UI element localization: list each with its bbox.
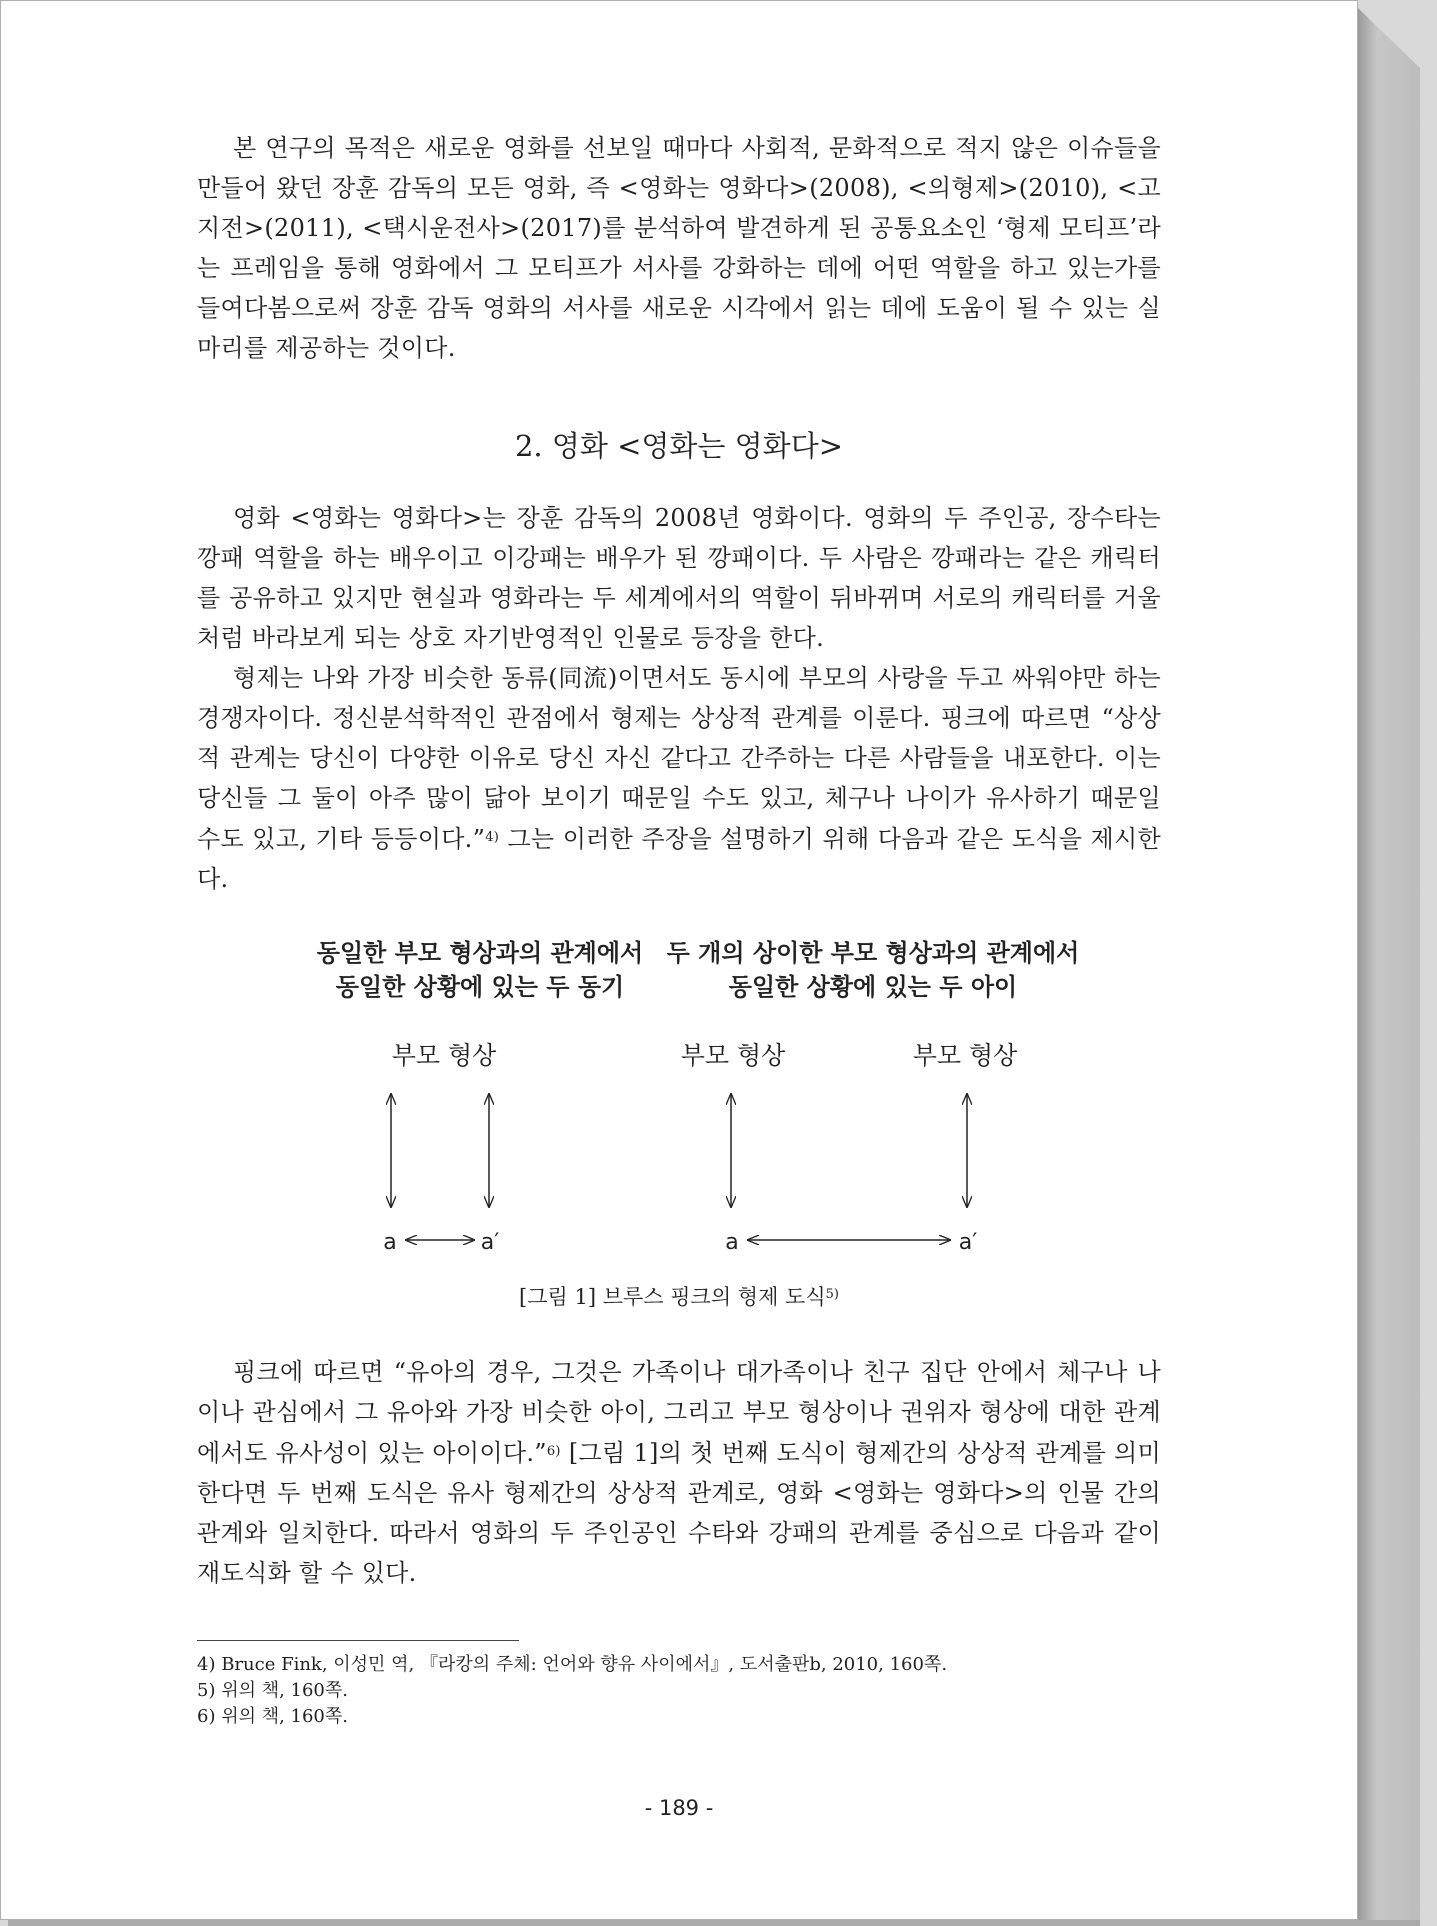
footnote-rule bbox=[197, 1640, 519, 1641]
page-stack-edge bbox=[1358, 8, 1420, 1920]
figure-right-title-line2: 동일한 상황에 있는 두 아이 bbox=[728, 972, 1018, 1001]
label-a-right: a bbox=[725, 1230, 739, 1255]
footnote-ref-6: 6) bbox=[546, 1444, 561, 1459]
brother-paragraph-tail: 그는 이러한 주장을 설명하기 위해 다음과 같은 도식을 제시한다. bbox=[197, 825, 1161, 893]
page-number: - 189 - bbox=[644, 1796, 714, 1820]
label-a-prime-right: a′ bbox=[958, 1230, 978, 1255]
figure-left-title-line2: 동일한 상황에 있는 두 동기 bbox=[335, 972, 625, 1001]
section-heading: 2. 영화 <영화는 영화다> bbox=[514, 429, 844, 463]
label-a-left: a bbox=[383, 1230, 397, 1255]
fink-paragraph-text: 핑크에 따르면 “유아의 경우, 그것은 가족이나 대가족이나 친구 집단 안에서 체구나 나이나 관심에서 그 유아와 가장 비슷한 아이, 그리고 부모 형상이나 권위자 형상에 대한 관계에서도 유사성이 있는 아이이다.” bbox=[197, 1358, 1161, 1467]
footnote-6: 6) 위의 책, 160쪽. bbox=[197, 1706, 348, 1727]
film-intro-paragraph: 영화 <영화는 영화다>는 장훈 감독의 2008년 영화이다. 영화의 두 주인공, 장수타는 깡패 역할을 하는 배우이고 이강패는 배우가 된 깡패이다. 두 사람은 깡패라는 같은 캐릭터를 공유하고 있지만 현실과 영화라는 두 세계에서의 역할이 뒤바뀌며 서로의 캐릭터를 거울처럼 바라보게 되는 상호 자기반영적인 인물로 등장을 한다. bbox=[197, 504, 1161, 652]
label-a-prime-left: a′ bbox=[480, 1230, 500, 1255]
footnote-ref-5: 5) bbox=[825, 1287, 839, 1302]
footnote-4: 4) Bruce Fink, 이성민 역, 『라캉의 주체: 언어와 향유 사이에서』, 도서출판b, 2010, 160쪽. bbox=[197, 1654, 948, 1675]
footnote-5: 5) 위의 책, 160쪽. bbox=[197, 1680, 348, 1701]
fink-paragraph-tail: [그림 1]의 첫 번째 도식이 형제간의 상상적 관계를 의미한다면 두 번째 도식은 유사 형제간의 상상적 관계로, 영화 <영화는 영화다>의 인물 간의 관계와 일치한다. 따라서 영화의 두 주인공인 수타와 강패의 관계를 중심으로 다음과 같이 재도식화 할 수 있다. bbox=[197, 1439, 1162, 1587]
parent-figure-label-right: 부모 형상 bbox=[912, 1041, 1018, 1070]
page-shadow bbox=[8, 1920, 1420, 1926]
intro-paragraph: 본 연구의 목적은 새로운 영화를 선보일 때마다 사회적, 문화적으로 적지 않은 이슈들을 만들어 왔던 장훈 감독의 모든 영화, 즉 <영화는 영화다>(2008), <의형제>(2010), <고지전>(2011), <택시운전사>(2017)를 분석하여 발견하게 된 공통요소인 ‘형제 모티프’라는 프레임을 통해 영화에서 그 모티프가 서사를 강화하는 데에 어떤 역할을 하고 있는가를 들여다봄으로써 장훈 감독 영화의 서사를 새로운 시각에서 읽는 데에 도움이 될 수 있는 실마리를 제공하는 것이다. bbox=[197, 134, 1161, 362]
parent-figure-label-left: 부모 형상 bbox=[391, 1041, 497, 1070]
footnote-ref-4: 4) bbox=[485, 830, 500, 845]
fink-paragraph bbox=[197, 1352, 1161, 1593]
figure-caption bbox=[197, 1280, 1161, 1312]
figure-right-title-line1: 두 개의 상이한 부모 형상과의 관계에서 bbox=[666, 938, 1080, 967]
figure-left-title-line1: 동일한 부모 형상과의 관계에서 bbox=[316, 938, 644, 967]
brother-paragraph-text: 형제는 나와 가장 비슷한 동류(同流)이면서도 동시에 부모의 사랑을 두고 싸워야만 하는 경쟁자이다. 정신분석학적인 관점에서 형제는 상상적 관계를 이룬다. 핑크에 따르면 “상상적 관계는 당신이 다양한 이유로 당신 자신 같다고 간주하는 다른 사람들을 내포한다. 이는 당신들 그 둘이 아주 많이 닮아 보이기 때문일 수도 있고, 체구나 나이가 유사하기 때문일 수도 있고, 기타 등등이다.” bbox=[197, 664, 1161, 853]
figure-caption-text: [그림 1] 브루스 핑크의 형제 도식 bbox=[519, 1285, 826, 1309]
parent-figure-label-mid: 부모 형상 bbox=[680, 1041, 786, 1070]
